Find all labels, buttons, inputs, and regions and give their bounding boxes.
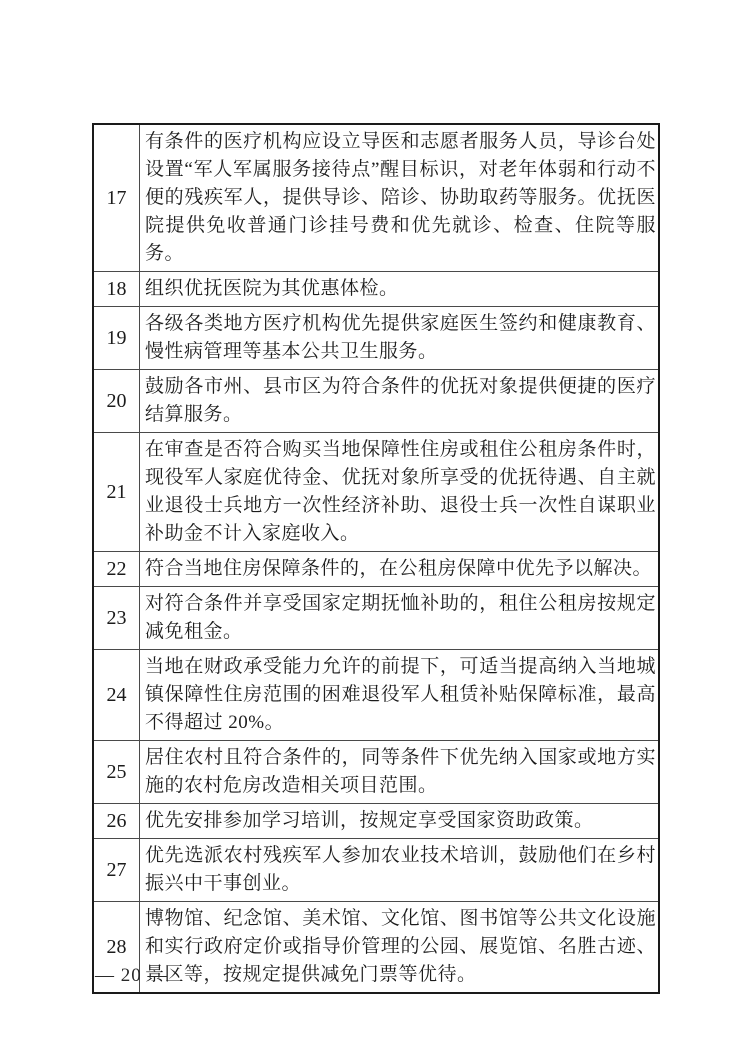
row-number: 18 [93,272,140,307]
table-row [93,552,659,587]
table-row [93,307,659,370]
table-row [93,804,659,839]
row-number: 19 [93,307,140,370]
row-number: 26 [93,804,140,839]
row-text: 各级各类地方医疗机构优先提供家庭医生签约和健康教育、慢性病管理等基本公共卫生服务。 [140,307,660,370]
row-text: 符合当地住房保障条件的，在公租房保障中优先予以解决。 [140,552,660,587]
row-text: 优先选派农村残疾军人参加农业技术培训，鼓励他们在乡村振兴中干事创业。 [140,839,660,902]
table-row [93,902,659,994]
row-text: 优先安排参加学习培训，按规定享受国家资助政策。 [140,804,660,839]
row-text: 组织优抚医院为其优惠体检。 [140,272,660,307]
row-number: 25 [93,741,140,804]
row-text: 有条件的医疗机构应设立导医和志愿者服务人员，导诊台处设置“军人军属服务接待点”醒目标识，对老年体弱和行动不便的残疾军人，提供导诊、陪诊、协助取药等服务。优抚医院提供免收普通门诊挂号费和优先就诊、检查、住院等服务。 [140,124,660,272]
row-text: 居住农村且符合条件的，同等条件下优先纳入国家或地方实施的农村危房改造相关项目范围。 [140,741,660,804]
table-row [93,839,659,902]
benefits-table [92,123,660,994]
row-number: 17 [93,124,140,272]
row-number: 27 [93,839,140,902]
row-number: 21 [93,433,140,552]
row-text: 鼓励各市州、县市区为符合条件的优抚对象提供便捷的医疗结算服务。 [140,370,660,433]
row-number: 20 [93,370,140,433]
row-text: 博物馆、纪念馆、美术馆、文化馆、图书馆等公共文化设施和实行政府定价或指导价管理的公园、展览馆、名胜古迹、景区等，按规定提供减免门票等优待。 [140,902,660,994]
table-row [93,272,659,307]
table-row [93,433,659,552]
row-text: 当地在财政承受能力允许的前提下，可适当提高纳入当地城镇保障性住房范围的困难退役军人租赁补贴保障标准，最高不得超过 20%。 [140,650,660,741]
row-text: 在审查是否符合购买当地保障性住房或租住公租房条件时，现役军人家庭优待金、优抚对象所享受的优抚待遇、自主就业退役士兵地方一次性经济补助、退役士兵一次性自谋职业补助金不计入家庭收入。 [140,433,660,552]
table-row [93,741,659,804]
table-row [93,650,659,741]
row-number: 28 [93,902,140,994]
table-row [93,124,659,272]
row-number: 23 [93,587,140,650]
table-row [93,587,659,650]
benefits-table-body [93,124,659,993]
row-number: 24 [93,650,140,741]
table-row [93,370,659,433]
row-number: 22 [93,552,140,587]
row-text: 对符合条件并享受国家定期抚恤补助的，租住公租房按规定减免租金。 [140,587,660,650]
page-number: — 20 — [95,965,168,986]
